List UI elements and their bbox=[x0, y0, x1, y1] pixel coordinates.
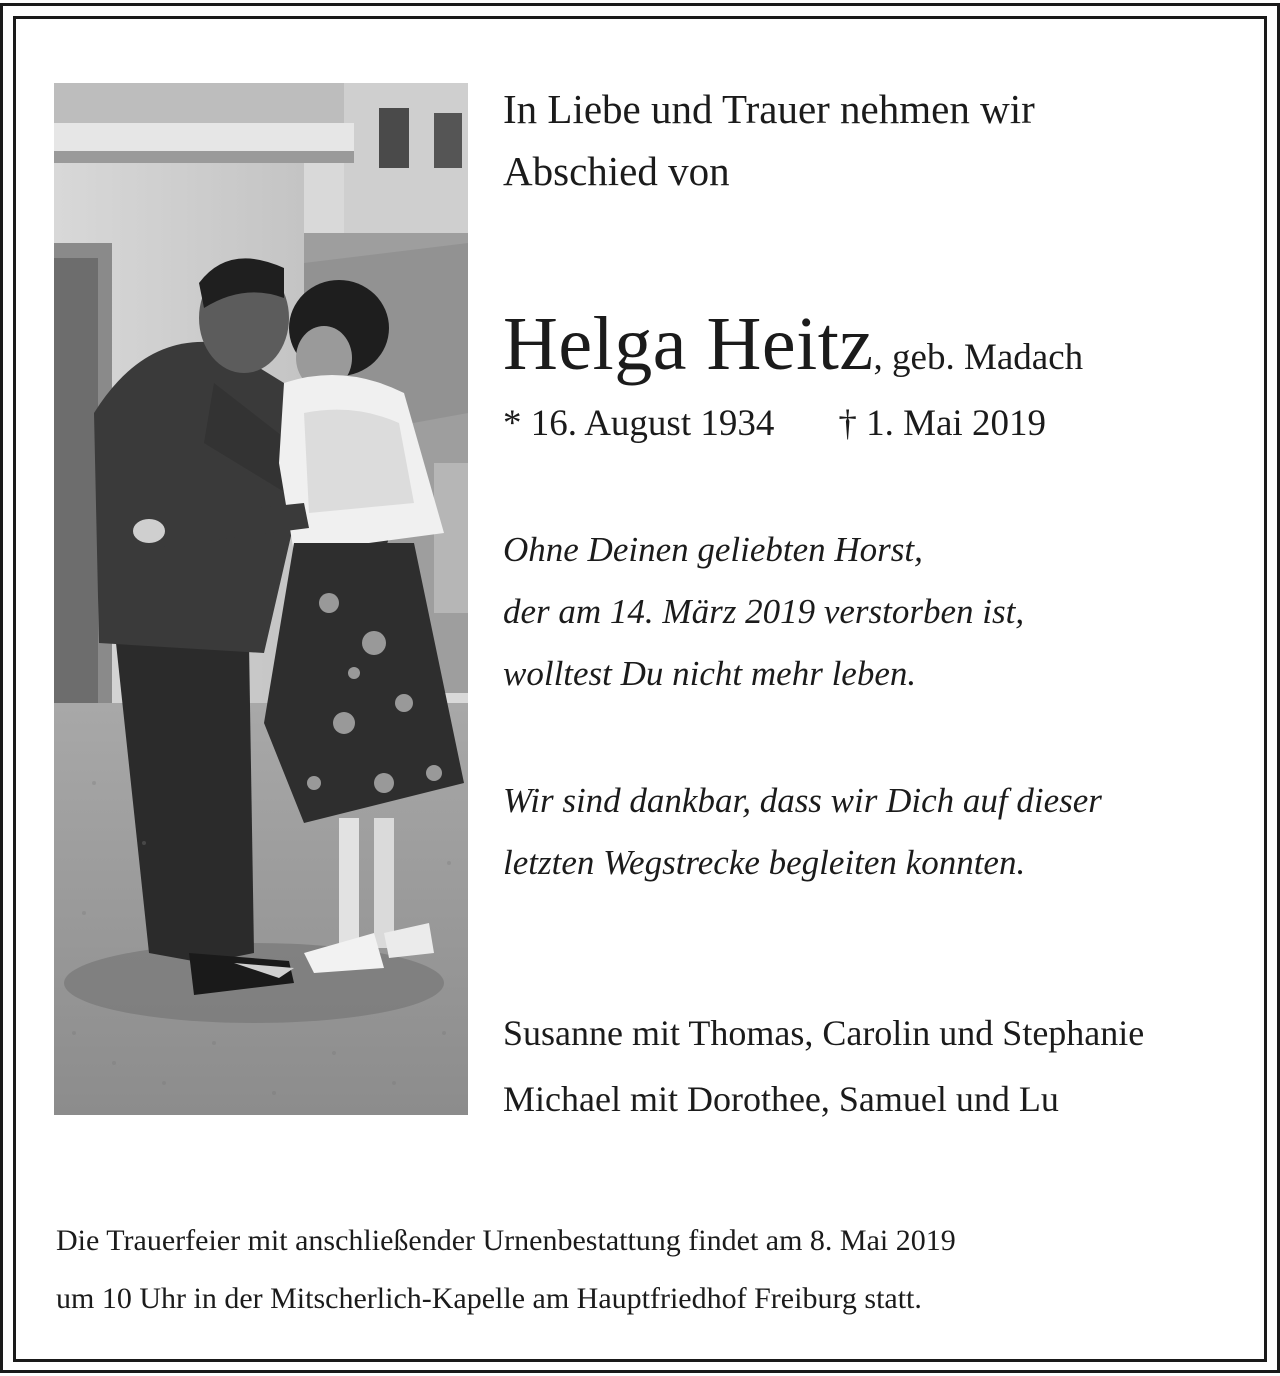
family-signatures bbox=[503, 1000, 1144, 1132]
couple-photo bbox=[54, 83, 468, 1115]
verse-line: wolltest Du nicht mehr leben. bbox=[503, 654, 917, 693]
life-dates bbox=[503, 400, 1046, 448]
death-date: † 1. Mai 2019 bbox=[838, 403, 1046, 444]
deceased-name-line bbox=[503, 298, 1083, 411]
maiden-name: , geb. Madach bbox=[873, 337, 1084, 378]
ceremony-info bbox=[56, 1212, 956, 1328]
verse-line: letzten Wegstrecke begleiten konnten. bbox=[503, 843, 1026, 882]
intro-text bbox=[503, 78, 1035, 202]
verse-gratitude bbox=[503, 770, 1102, 894]
verse-horst bbox=[503, 519, 1024, 705]
verse-line: Ohne Deinen geliebten Horst, bbox=[503, 530, 923, 569]
verse-line: der am 14. März 2019 verstorben ist, bbox=[503, 592, 1025, 631]
ceremony-line: um 10 Uhr in der Mitscherlich-Kapelle am Hauptfriedhof Freiburg statt. bbox=[56, 1282, 922, 1315]
verse-line: Wir sind dankbar, dass wir Dich auf dieser bbox=[503, 781, 1102, 820]
deceased-name: Helga Heitz bbox=[503, 302, 874, 386]
ceremony-line: Die Trauerfeier mit anschließender Urnenbestattung findet am 8. Mai 2019 bbox=[56, 1224, 956, 1257]
family-line: Michael mit Dorothee, Samuel und Lu bbox=[503, 1079, 1059, 1119]
intro-line: Abschied von bbox=[503, 148, 730, 194]
intro-line: In Liebe und Trauer nehmen wir bbox=[503, 86, 1035, 132]
birth-date: * 16. August 1934 bbox=[503, 403, 775, 444]
family-line: Susanne mit Thomas, Carolin und Stephanie bbox=[503, 1013, 1145, 1053]
